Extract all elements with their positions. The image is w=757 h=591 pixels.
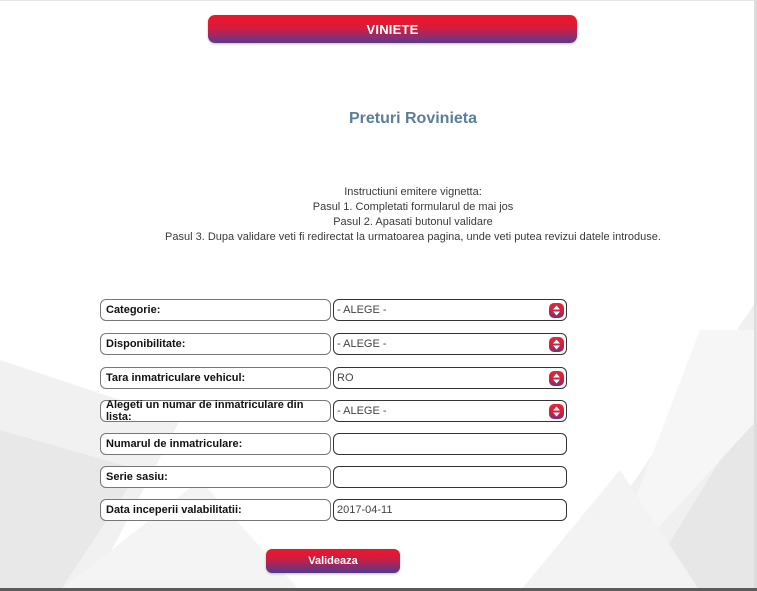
data-inceperii-input[interactable]	[333, 499, 567, 521]
numar-din-lista-select[interactable]	[333, 400, 567, 422]
categorie-select-value: - ALEGE -	[337, 304, 387, 316]
dropdown-arrows-icon[interactable]	[549, 371, 564, 386]
instruction-step-2: Pasul 2. Apasati butonul validare	[333, 216, 493, 228]
numar-inmatriculare-label: Numarul de inmatriculare:	[100, 433, 331, 455]
valideaza-button[interactable]	[266, 549, 400, 573]
tara-inmatriculare-select[interactable]	[333, 367, 567, 389]
instructions-block	[0, 185, 757, 245]
serie-sasiu-label: Serie sasiu:	[100, 466, 331, 488]
numar-inmatriculare-input[interactable]	[333, 433, 567, 455]
dropdown-arrows-icon[interactable]	[549, 404, 564, 419]
instruction-step-1: Pasul 1. Completati formularul de mai jos	[312, 201, 514, 213]
valideaza-label: Valideaza	[308, 555, 358, 567]
numar-din-lista-value: - ALEGE -	[337, 405, 387, 417]
tara-inmatriculare-label: Tara inmatriculare vehicul:	[100, 367, 331, 389]
instruction-step-3: Pasul 3. Dupa validare veti fi redirectat la urmatoarea pagina, unde veti putea revizui datele introduse.	[165, 231, 661, 243]
categorie-label: Categorie:	[100, 299, 331, 321]
dropdown-arrows-icon[interactable]	[549, 303, 564, 318]
disponibilitate-label: Disponibilitate:	[100, 333, 331, 355]
top-border	[0, 0, 757, 1]
instructions-heading: Instructiuni emitere vignetta:	[344, 186, 482, 198]
serie-sasiu-input[interactable]	[333, 466, 567, 488]
banner-label: VINIETE	[366, 21, 419, 37]
page-title: Preturi Rovinieta	[348, 110, 478, 127]
data-inceperii-label: Data inceperii valabilitatii:	[100, 499, 331, 521]
categorie-select[interactable]	[333, 299, 567, 321]
disponibilitate-select[interactable]	[333, 333, 567, 355]
disponibilitate-select-value: - ALEGE -	[337, 338, 387, 350]
numar-din-lista-label: Alegeti un numar de inmatriculare din lista:	[100, 400, 331, 422]
tara-inmatriculare-value: RO	[337, 372, 354, 384]
data-inceperii-value: 2017-04-11	[337, 504, 393, 516]
dropdown-arrows-icon[interactable]	[549, 337, 564, 352]
viniete-banner-button[interactable]	[208, 15, 577, 43]
